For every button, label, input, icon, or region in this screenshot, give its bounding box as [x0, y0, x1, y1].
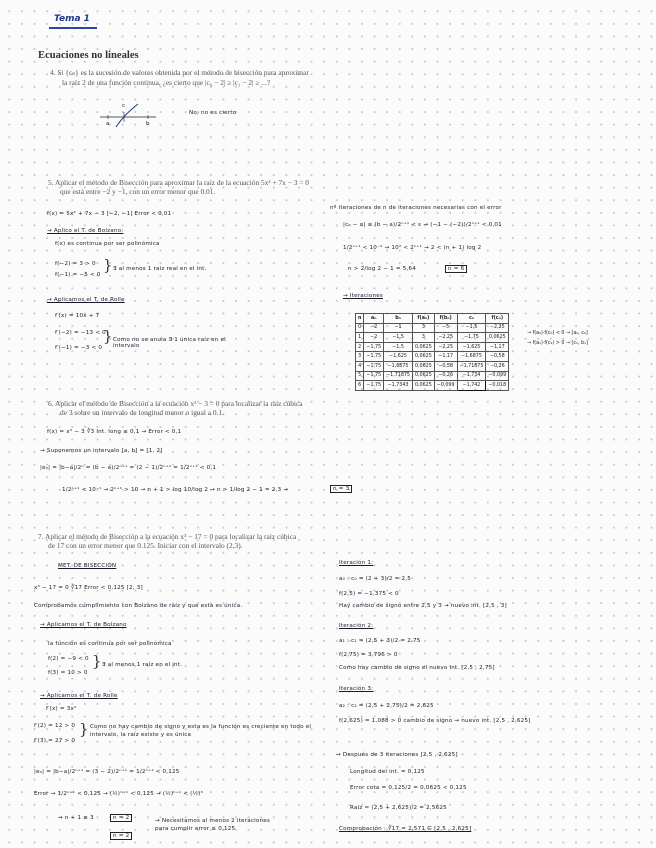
q5-left-line: ∃ al menos 1 raíz real en el int. [113, 266, 207, 272]
q5-right-line: → Iteraciones [343, 293, 384, 299]
q7-left-line: f′(2) = 12 > 0 [34, 723, 76, 729]
q7-right-line: Longitud del int. = 0,125 [350, 769, 425, 775]
q7-brace-2: } [79, 720, 89, 738]
q4-prompt-1: 4. Si {cₙ} es la sucesión de valores obtenida por el método de bisección para aproximar [50, 68, 309, 77]
q5-left-line: f′(−2) = −13 < 0 [55, 330, 106, 336]
table-cell: −1,17 [434, 352, 457, 362]
q7-left-line: → Aplicamos el T. de Rolle [40, 693, 118, 699]
q6-line: → Suponemos un intervalo [a, b] = [1, 2] [40, 448, 163, 454]
table-header: f(cₙ) [486, 314, 509, 324]
table-cell: −1,7343 [384, 381, 413, 391]
table-cell: −0,26 [486, 361, 509, 371]
q7-answer-box-1: n = 2 [110, 814, 132, 822]
q7-right-line: a₁ : c₁ = (2,5 + 3)/2 = 2,75 [339, 638, 421, 644]
q6-line: f(x) = x³ − 3 ∛3 Int. long ≤ 0,1 → Error < 0,1 [47, 429, 182, 435]
table-cell: −0,26 [434, 371, 457, 381]
table-cell: −1,6875 [457, 352, 486, 362]
q5-left-line: → Aplicamos el T. de Rolle [47, 297, 125, 303]
q5-right-line: 1/2ⁿ⁺¹ < 10⁻² → 10² < 2ⁿ⁺¹ → 2 < (n + 1) log 2 [343, 245, 482, 251]
q5-right-line: nº iteraciones de n de iteraciones necesarias con el error [330, 205, 502, 211]
table-cell: −2,25 [486, 323, 509, 333]
q7-left-line: Comprobamos cumplimiento con Bolzano de raíz y que esta es única. [34, 603, 243, 609]
q5-brace-1: } [103, 256, 113, 274]
q4-sketch-label-a: a [106, 121, 110, 127]
table-cell: −1,17 [486, 342, 509, 352]
q7-right-line: a₀ : c₀ = (2 + 3)/2 = 2,5 [339, 576, 411, 582]
table-cell: 3 [412, 333, 434, 343]
q4-prompt-2: la raíz 2 de una función continua, ¿es cierto que |c₀ − 2| ≥ |c₁ − 2| ≥ ...? [62, 78, 271, 87]
table-header: f(aₙ) [412, 314, 434, 324]
table-cell: 5 [356, 371, 364, 381]
q7-answer-box-2: n = 2 [110, 832, 132, 840]
q5-answer-box: n = 6 [445, 265, 467, 273]
q7-right-line: f(2,75) = 3,796 > 0 [339, 652, 398, 658]
q7-right-line: Error cota = 0,125/2 = 0,0625 < 0,125 [350, 785, 467, 791]
q5-iteration-table [355, 313, 509, 391]
q5-left-line: f(x) es continua por ser polinómica [55, 241, 160, 247]
q7-left-line: ∃ al menos 1 raíz en el int. [102, 662, 183, 668]
q5-brace-2: } [103, 327, 113, 345]
q5-prompt-2: que está entre −2 y −1, con un error menor que 0.01. [60, 187, 216, 196]
q7-right-line: Comprobación : ∛17 = 2,571 ∈ [2,5 , 2,625] [339, 826, 472, 832]
table-cell: −1,734 [457, 371, 486, 381]
q7-prompt-2: de 17 con un error menor que 0.125. Iniciar con el intervalo (2,3). [48, 541, 243, 550]
q6-answer-box: n = 3 [330, 485, 352, 493]
q7-right-line: f(2,625) = 1,088 > 0 cambio de signo → nuevo int. [2,5 , 2,625] [339, 718, 531, 724]
table-cell: 2 [356, 342, 364, 352]
table-cell: −1,742 [457, 381, 486, 391]
table-cell: 0,0625 [486, 333, 509, 343]
q7-left-line: x³ − 17 = 0 ∛17 Error < 0,125 [2, 3] [34, 585, 143, 591]
section-title: Ecuaciones no lineales [38, 50, 139, 61]
table-row [356, 323, 509, 333]
table-cell: 4 [356, 361, 364, 371]
table-row [356, 342, 509, 352]
q5-right-line: n > 2/log 2 − 1 = 5,64 [348, 266, 416, 272]
q7-left-line: f(2) = −9 < 0 [48, 656, 89, 662]
table-cell: −1 [384, 323, 413, 333]
table-row [356, 361, 509, 371]
table-cell: −1,75 [364, 352, 384, 362]
q6-line: |eₙ| = |b−a|/2ⁿ = (b − a)/2ⁿ⁺¹ = (2 − 1)/2ⁿ⁺¹ = 1/2ⁿ⁺¹ < 0,1 [40, 465, 217, 471]
table-cell: −1,75 [457, 333, 486, 343]
table-cell: −1,5 [384, 342, 413, 352]
table-cell: 0 [356, 323, 364, 333]
q7-left-line: la función es continua por ser polinómica [48, 641, 172, 647]
table-cell: −1,625 [457, 342, 486, 352]
q7-left-line: f′(3) = 27 > 0 [34, 738, 76, 744]
table-cell: −2 [364, 323, 384, 333]
table-cell: −1,75 [364, 361, 384, 371]
q5-left-line: f(−1) = −5 < 0 [55, 272, 101, 278]
q7-right-line: Iteración 1: [339, 560, 374, 566]
q7-right-line: Raíz ≈ (2,5 + 2,625)/2 = 2,5625 [350, 805, 447, 811]
table-cell: −0,099 [434, 381, 457, 391]
q4-answer: No, no es cierto [189, 110, 237, 116]
q5-left-line: Como no se anula ∃ 1 única raíz en el intervalo [113, 337, 226, 349]
table-cell: −1,75 [364, 381, 384, 391]
q7-prompt-1: 7. Aplicar el método de Bisección a la ecuación x³ − 17 = 0 para localizar la raíz cúbica [38, 532, 297, 541]
q4-sketch-label-b: b [146, 121, 150, 127]
table-cell: −1,6875 [384, 361, 413, 371]
q7-right-line: f(2,5) = −1,375 < 0 [339, 591, 399, 597]
table-header: bₙ [384, 314, 413, 324]
q6-prompt-1: 6. Aplicar el método de Bisección a la ecuación x³ − 3 = 0 para localizar la raíz cúbica [48, 399, 303, 408]
table-header: cₙ [457, 314, 486, 324]
q7-left-line: f′(x) = 3x² [46, 706, 77, 712]
q5-left-line: → Aplico el T. de Bolzano: [47, 228, 124, 234]
table-cell: 3 [412, 323, 434, 333]
table-cell: −5 [434, 323, 457, 333]
q5-right-line: |cₙ − α| ≤ (b − a)/2ⁿ⁺¹ < ε → (−1 − (−2))/2ⁿ⁺¹ < 0,01 [343, 222, 502, 228]
q5-prompt-1: 5. Aplicar el método de Bisección para aproximar la raíz de la ecuación 5x² + 7x − 3 = 0 [48, 178, 309, 187]
q7-left-line: |eₙ| = |b−a|/2ⁿ⁺¹ = (3 − 2)/2ⁿ⁺¹ = 1/2ⁿ⁺¹ < 0,125 [34, 769, 180, 775]
table-header-row [356, 314, 509, 324]
q5-left-line: f′(x) = 10x + 7 [55, 313, 100, 319]
table-cell: 0,0625 [412, 371, 434, 381]
q7-left-line: → Aplicamos el T. de Bolzano [40, 622, 127, 628]
table-cell: −1,75 [364, 342, 384, 352]
table-cell: 6 [356, 381, 364, 391]
q6-line: 1/2ⁿ⁺¹ < 10⁻¹ → 2ⁿ⁺¹ > 10 → n + 1 > log 10/log 2 → n > 1/log 2 − 1 = 2,3 → [62, 487, 289, 493]
table-cell: −0,018 [486, 381, 509, 391]
q5-left-line: f(x) = 5x² + 7x − 3 [−2, −1] Error < 0,01 [47, 211, 172, 217]
table-row [356, 352, 509, 362]
q4-sketch-label-c: c [122, 103, 126, 109]
table-cell: −1,5 [384, 333, 413, 343]
table-cell: −2,25 [434, 342, 457, 352]
table-cell: 0,0625 [412, 361, 434, 371]
q7-left-line: Error → 1/2ⁿ⁺¹ < 0,125 → (½)ⁿ⁺¹ < 0,125 → (½)ⁿ⁺¹ < (½)³ [34, 791, 203, 797]
q7-right-line: Como hay cambio de signo el nuevo int. [2,5 , 2,75] [339, 665, 495, 671]
table-header: n [356, 314, 364, 324]
q7-brace-1: } [92, 652, 102, 670]
table-row [356, 371, 509, 381]
table-row [356, 381, 509, 391]
table-cell: 0,0625 [412, 381, 434, 391]
q5-left-line: f′(−1) = −3 < 0 [55, 345, 103, 351]
q5-left-line: f(−2) = 3 > 0 [55, 261, 96, 267]
q7-left-line: Como no hay cambio de signo y esta es la función es creciente en todo el intervalo, la raíz existe y es única [90, 724, 312, 738]
q7-left-line: f(3) = 10 > 0 [48, 670, 88, 676]
q5-table-side-note: → f(a₀)·f(c₀) < 0 → [a₀, c₀] [527, 331, 588, 336]
table-cell: 0,0625 [412, 342, 434, 352]
tema-underline [49, 27, 97, 29]
q5-table-side-note: → f(a₁)·f(c₁) > 0 → [c₁, b₁] [527, 341, 588, 346]
table-cell: −0,58 [434, 361, 457, 371]
table-row [356, 333, 509, 343]
q7-right-line: Iteración 2: [339, 623, 374, 629]
table-cell: −1,71875 [384, 371, 413, 381]
table-header: f(bₙ) [434, 314, 457, 324]
q7-left-line: → Necesitamos al menos 2 iteraciones para cumplir error ≤ 0,125 [155, 818, 270, 832]
table-cell: 3 [356, 352, 364, 362]
q7-left-line: MET. DE BISECCIÓN [58, 563, 117, 569]
table-cell: 0,0625 [412, 352, 434, 362]
tema-title: Tema 1 [54, 14, 90, 24]
table-cell: −1,71875 [457, 361, 486, 371]
q7-right-line: Iteración 3: [339, 686, 374, 692]
q6-prompt-2: de 3 sobre un intervalo de longitud menor o igual a 0.1. [60, 408, 224, 417]
table-cell: −1,625 [384, 352, 413, 362]
table-cell: −0,099 [486, 371, 509, 381]
table-cell: −1,5 [457, 323, 486, 333]
q7-right-line: a₂ : c₂ = (2,5 + 2,75)/2 = 2,625 [339, 703, 434, 709]
table-cell: −1,75 [364, 371, 384, 381]
table-header: aₙ [364, 314, 384, 324]
table-cell: 1 [356, 333, 364, 343]
q7-right-line: → Después de 3 iteraciones [2,5 , 2,625] [336, 752, 458, 758]
q7-left-line: → n + 1 ≥ 3 [58, 815, 94, 821]
q7-right-line: Hay cambio de signo entre 2,5 y 3 → nuevo int. [2,5 , 3] [339, 603, 507, 609]
table-cell: −2 [364, 333, 384, 343]
table-cell: −0,58 [486, 352, 509, 362]
table-cell: −2,25 [434, 333, 457, 343]
